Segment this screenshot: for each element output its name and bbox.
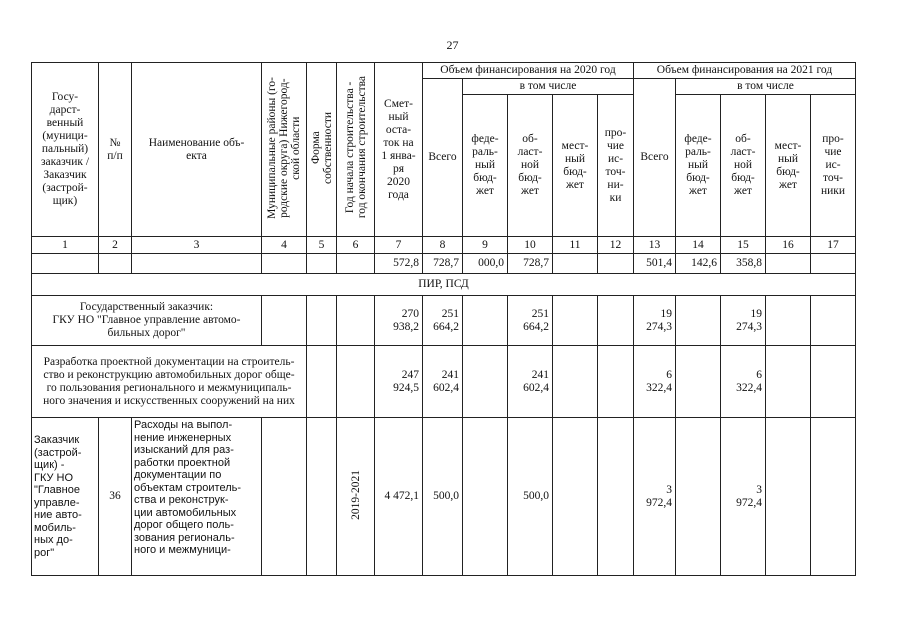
cell-estimate: 572,8 bbox=[375, 254, 423, 274]
cell-estimate: 247 924,5 bbox=[375, 346, 423, 418]
hdr-estimate: Смет- ный оста- ток на 1 янва- ря 2020 года bbox=[375, 63, 423, 237]
cell-regional-2021: 358,8 bbox=[721, 254, 766, 274]
cell-total-2021: 3 972,4 bbox=[634, 418, 676, 576]
item-years: 2019-2021 bbox=[349, 469, 362, 520]
item-customer: Заказчик (застрой- щик) - ГКУ НО "Главное управле- ние авто- мобиль- ных до- рог" bbox=[32, 418, 99, 576]
hdr-regional-2021: об- ласт- ной бюд- жет bbox=[721, 95, 766, 237]
hdr-other-2021: про- чие ис- точ- ники bbox=[811, 95, 856, 237]
col-number: 4 bbox=[262, 237, 307, 254]
hdr-regional-2020: об- ласт- ной бюд- жет bbox=[508, 95, 553, 237]
cell-regional-2020: 728,7 bbox=[508, 254, 553, 274]
hdr-ownership-cell bbox=[307, 63, 337, 237]
col-number: 11 bbox=[553, 237, 598, 254]
hdr-federal-2021: феде- раль- ный бюд- жет bbox=[676, 95, 721, 237]
hdr-years: Год начала строительства - год окончания строительства bbox=[343, 76, 368, 219]
hdr-total-2021: Всего bbox=[634, 79, 676, 237]
hdr-number: № п/п bbox=[99, 63, 132, 237]
hdr-federal-2020: феде- раль- ный бюд- жет bbox=[463, 95, 508, 237]
cell-regional-2021: 3 972,4 bbox=[721, 418, 766, 576]
carry-over-row bbox=[32, 254, 856, 274]
hdr-fin-2021: Объем финансирования на 2021 год bbox=[634, 63, 856, 79]
item-row-36 bbox=[32, 418, 856, 576]
financing-table bbox=[31, 62, 856, 576]
col-number: 7 bbox=[375, 237, 423, 254]
col-number: 10 bbox=[508, 237, 553, 254]
col-number: 9 bbox=[463, 237, 508, 254]
cell-regional-2020: 241 602,4 bbox=[508, 346, 553, 418]
hdr-including-2020: в том числе bbox=[463, 79, 634, 95]
col-number: 17 bbox=[811, 237, 856, 254]
cell-regional-2020: 500,0 bbox=[508, 418, 553, 576]
col-number: 1 bbox=[32, 237, 99, 254]
state-customer-row bbox=[32, 296, 856, 346]
col-number: 13 bbox=[634, 237, 676, 254]
hdr-local-2020: мест- ный бюд- жет bbox=[553, 95, 598, 237]
state-customer-label: Государственный заказчик: ГКУ НО "Главное управление автомо- бильных дорог" bbox=[32, 296, 262, 346]
hdr-local-2021: мест- ный бюд- жет bbox=[766, 95, 811, 237]
hdr-fin-2020: Объем финансирования на 2020 год bbox=[423, 63, 634, 79]
hdr-including-2021: в том числе bbox=[676, 79, 856, 95]
hdr-customer: Госу- дарст- венный (муници- пальный) заказчик / Заказчик (застрой- щик) bbox=[32, 63, 99, 237]
cell-estimate: 270 938,2 bbox=[375, 296, 423, 346]
cell-federal-2020: 000,0 bbox=[463, 254, 508, 274]
cell-total-2020: 251 664,2 bbox=[423, 296, 463, 346]
item-number: 36 bbox=[99, 418, 132, 576]
col-number: 15 bbox=[721, 237, 766, 254]
column-numbers-row bbox=[32, 237, 856, 254]
cell-total-2020: 241 602,4 bbox=[423, 346, 463, 418]
col-number: 12 bbox=[598, 237, 634, 254]
hdr-ownership: Форма собственности bbox=[309, 111, 334, 184]
cell-total-2020: 728,7 bbox=[423, 254, 463, 274]
col-number: 2 bbox=[99, 237, 132, 254]
hdr-years-cell bbox=[337, 63, 375, 237]
col-number: 3 bbox=[132, 237, 262, 254]
cell-regional-2020: 251 664,2 bbox=[508, 296, 553, 346]
cell-estimate: 4 472,1 bbox=[375, 418, 423, 576]
hdr-other-2020: про- чие ис- точ- ни- ки bbox=[598, 95, 634, 237]
cell-total-2020: 500,0 bbox=[423, 418, 463, 576]
cell-total-2021: 6 322,4 bbox=[634, 346, 676, 418]
hdr-districts: Муниципальные районы (го- родские округа) Нижегород- ской области bbox=[266, 76, 302, 219]
hdr-object-name: Наименование объ- екта bbox=[132, 63, 262, 237]
col-number: 14 bbox=[676, 237, 721, 254]
cell-regional-2021: 19 274,3 bbox=[721, 296, 766, 346]
hdr-total-2020: Всего bbox=[423, 79, 463, 237]
col-number: 16 bbox=[766, 237, 811, 254]
cell-federal-2021: 142,6 bbox=[676, 254, 721, 274]
col-number: 8 bbox=[423, 237, 463, 254]
cell-total-2021: 19 274,3 bbox=[634, 296, 676, 346]
item-name: Расходы на выпол- нение инженерных изысканий для раз- работки проектной документации по объектам строитель- ства и реконструк- ции автомобильных дорог общего поль- зования региональ- ного и межмуници- bbox=[132, 418, 262, 576]
design-docs-label: Разработка проектной документации на строитель- ство и реконструкцию автомобильных дорог обще- го пользования регионального и межмуниципаль- ного значения и искусственных сооружений на них bbox=[32, 346, 307, 418]
col-number: 6 bbox=[337, 237, 375, 254]
page-number: 27 bbox=[446, 38, 459, 52]
col-number: 5 bbox=[307, 237, 337, 254]
hdr-districts-cell bbox=[262, 63, 307, 237]
section-title: ПИР, ПСД bbox=[32, 274, 856, 296]
cell-total-2021: 501,4 bbox=[634, 254, 676, 274]
item-years-cell bbox=[337, 418, 375, 576]
design-docs-row bbox=[32, 346, 856, 418]
cell-regional-2021: 6 322,4 bbox=[721, 346, 766, 418]
